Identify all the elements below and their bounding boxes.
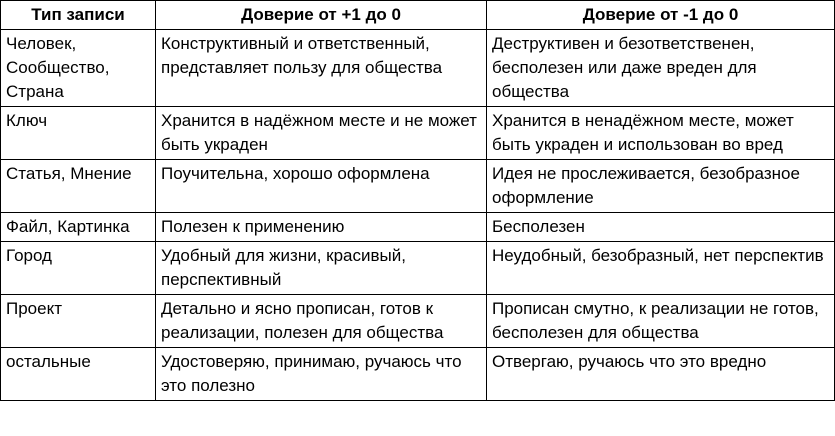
- cell-trust-negative: Идея не прослеживается, безобразное оформление: [487, 160, 835, 213]
- cell-trust-positive: Удостоверяю, принимаю, ручаюсь что это полезно: [156, 348, 487, 401]
- table-row: [1, 295, 835, 348]
- cell-trust-positive: Поучительна, хорошо оформлена: [156, 160, 487, 213]
- cell-trust-negative: Бесполезен: [487, 213, 835, 242]
- cell-trust-negative: Хранится в ненадёжном месте, может быть украден и использован во вред: [487, 107, 835, 160]
- cell-record-type: Город: [1, 242, 156, 295]
- table-row: [1, 242, 835, 295]
- cell-trust-positive: Детально и ясно прописан, готов к реализации, полезен для общества: [156, 295, 487, 348]
- cell-record-type: Проект: [1, 295, 156, 348]
- table-row: [1, 30, 835, 107]
- cell-trust-positive: Удобный для жизни, красивый, перспективный: [156, 242, 487, 295]
- header-trust-positive: Доверие от +1 до 0: [156, 1, 487, 30]
- table-row: [1, 348, 835, 401]
- cell-record-type: Ключ: [1, 107, 156, 160]
- cell-record-type: Файл, Картинка: [1, 213, 156, 242]
- cell-trust-positive: Конструктивный и ответственный, представляет пользу для общества: [156, 30, 487, 107]
- cell-trust-negative: Неудобный, безобразный, нет перспектив: [487, 242, 835, 295]
- cell-trust-negative: Отвергаю, ручаюсь что это вредно: [487, 348, 835, 401]
- header-record-type: Тип записи: [1, 1, 156, 30]
- cell-record-type: Человек, Сообщество, Страна: [1, 30, 156, 107]
- header-trust-negative: Доверие от -1 до 0: [487, 1, 835, 30]
- table-row: [1, 160, 835, 213]
- table-row: [1, 107, 835, 160]
- cell-trust-negative: Прописан смутно, к реализации не готов, бесполезен для общества: [487, 295, 835, 348]
- cell-trust-positive: Полезен к применению: [156, 213, 487, 242]
- table-row: [1, 213, 835, 242]
- cell-record-type: остальные: [1, 348, 156, 401]
- cell-trust-positive: Хранится в надёжном месте и не может быть украден: [156, 107, 487, 160]
- header-row: [1, 1, 835, 30]
- cell-record-type: Статья, Мнение: [1, 160, 156, 213]
- cell-trust-negative: Деструктивен и безответственен, бесполезен или даже вреден для общества: [487, 30, 835, 107]
